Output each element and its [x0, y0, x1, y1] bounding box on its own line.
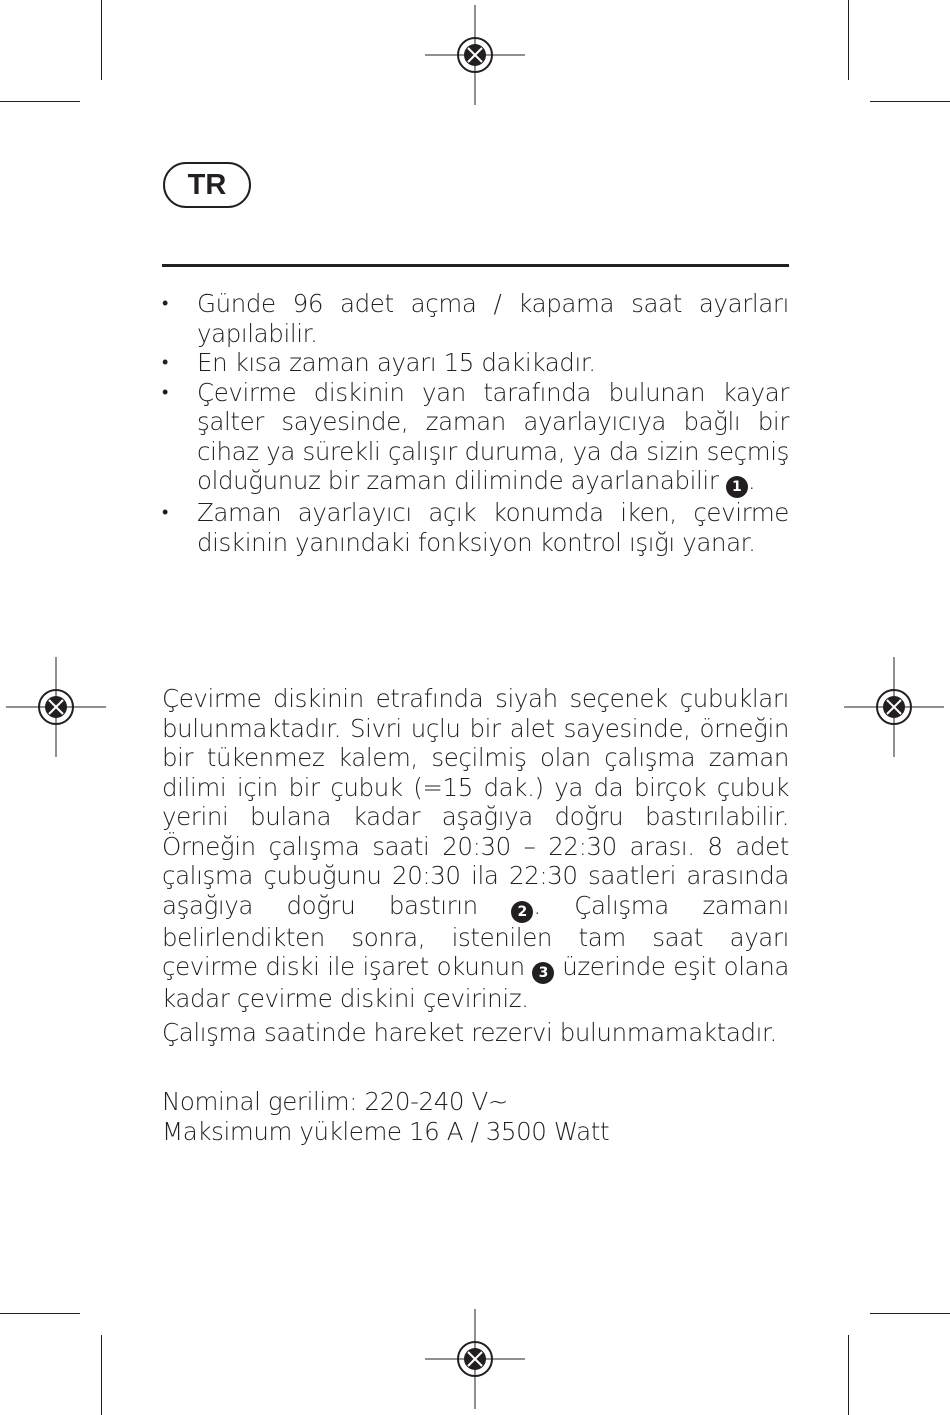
list-item [162, 498, 789, 557]
crop-mark-bottom-right-h [870, 1313, 950, 1314]
spec-max-load: Maksimum yükleme 16 A / 3500 Watt [162, 1116, 610, 1146]
crop-mark-bottom-right [848, 1335, 849, 1415]
crop-mark-top-left-h [0, 101, 80, 102]
crop-mark-top-right [848, 0, 849, 80]
list-item [162, 378, 789, 499]
feature-text: Zaman ayarlayıcı açık konumda iken, çevirme diskinin yanındaki fonksiyon kontrol ışığı yanar. [197, 498, 789, 557]
list-item [162, 289, 789, 348]
feature-text: Günde 96 adet açma / kapama saat ayarları yapılabilir. [197, 289, 789, 348]
figure-ref-2-icon: 2 [511, 901, 533, 923]
specifications [162, 1087, 789, 1146]
language-badge: TR [163, 162, 251, 208]
feature-list [162, 289, 789, 557]
reserve-note: Çalışma saatinde hareket rezervi bulunmamaktadır. [162, 1018, 777, 1047]
registration-mark-left-icon [6, 657, 106, 757]
spec-voltage: Nominal gerilim: 220-240 V~ [162, 1087, 508, 1116]
registration-mark-top-icon [425, 5, 525, 105]
feature-text: Çevirme diskinin yan tarafında bulunan kayar şalter sayesinde, zaman ayarlayıcıya bağlı bir cihaz ya sürekli çalışır duruma, ya da sizin seçmiş olduğunuz bir zaman diliminde ayarlanabilir [197, 377, 789, 495]
registration-mark-bottom-icon [425, 1309, 525, 1409]
operation-text-2: . Çalışma zamanı belirlendikten sonra, istenilen tam saat ayarı çevirme diski ile işaret okunun [162, 890, 790, 981]
list-item [162, 348, 789, 378]
registration-mark-right-icon [844, 657, 944, 757]
operation-text-1: Çevirme diskinin etrafında siyah seçenek çubukları bulunmaktadır. Sivri uçlu bir alet sayesinde, örneğin bir tükenmez kalem, seçilmiş olan çalışma zaman dilimi için bir çubuk (=15 dak.) ya da birçok çubuk yerini bulana kadar aşağıya doğru bastırılabilir. Örneğin çalışma saati 20:30 – 22:30 arası. 8 adet çalışma çubuğunu 20:30 ila 22:30 saatleri arasında aşağıya doğru bastırın [162, 684, 789, 920]
section-divider [162, 264, 789, 267]
crop-mark-bottom-left [101, 1335, 102, 1415]
operation-paragraph [162, 684, 789, 1014]
operation-text-3: üzerinde eşit olana kadar çevirme diskini çeviriniz. [162, 952, 789, 1013]
figure-ref-3-icon: 3 [532, 962, 554, 984]
crop-mark-top-left [101, 0, 102, 80]
crop-mark-bottom-left-h [0, 1313, 80, 1314]
figure-ref-1-icon: 1 [726, 476, 748, 498]
crop-mark-top-right-h [870, 101, 950, 102]
feature-text: En kısa zaman ayarı 15 dakikadır. [197, 348, 596, 377]
feature-suffix: . [747, 466, 756, 495]
